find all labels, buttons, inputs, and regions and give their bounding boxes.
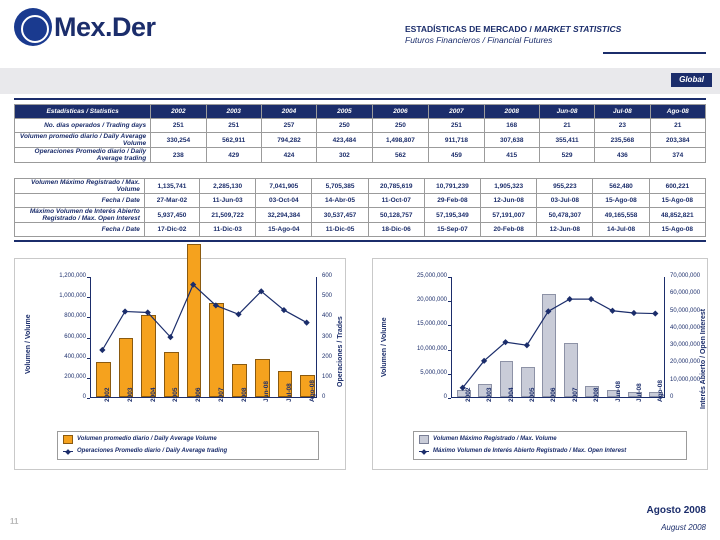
row-label: Máximo Volumen de Interés Abierto Registrado / Max. Open Interest bbox=[15, 208, 145, 223]
x-tick-label: 2003 bbox=[127, 387, 135, 402]
cell: 20,785,619 bbox=[368, 179, 424, 194]
chart-max-volume bbox=[372, 258, 708, 470]
cell: 424 bbox=[261, 148, 316, 163]
header-cell: Jul-08 bbox=[595, 105, 650, 119]
x-tick-label: Jul-08 bbox=[635, 383, 643, 402]
y2-tick-label: 500 bbox=[322, 293, 333, 300]
chart-left-y2label: Operaciones / Trades bbox=[337, 316, 344, 387]
legend-label: Máximo Volumen de Interés Abierto Registrado / Max. Open Interest bbox=[433, 448, 627, 454]
chart-right-ylabel: Volumen / Volume bbox=[381, 317, 388, 377]
stats-table-top-rule bbox=[14, 98, 706, 100]
cell: 23 bbox=[595, 119, 650, 133]
cell: 03-Oct-04 bbox=[256, 194, 312, 208]
table-row bbox=[15, 133, 706, 148]
header-band bbox=[0, 68, 720, 94]
cell: 529 bbox=[539, 148, 594, 163]
legend-label: Volumen Máximo Registrado / Max. Volume bbox=[433, 436, 557, 442]
cell: 03-Jul-08 bbox=[537, 194, 593, 208]
y2-tick-label: 10,000,000 bbox=[670, 376, 701, 383]
cell: 50,128,757 bbox=[368, 208, 424, 223]
y-tick-mark bbox=[448, 325, 451, 326]
cell: 2,285,130 bbox=[200, 179, 256, 194]
cell: 12-Jun-08 bbox=[481, 194, 537, 208]
y-tick-label: 400,000 bbox=[64, 353, 86, 360]
cell: 15-Sep-07 bbox=[424, 223, 480, 237]
cell: 459 bbox=[429, 148, 484, 163]
legend-swatch-line bbox=[419, 451, 429, 452]
cell: 600,221 bbox=[649, 179, 705, 194]
title-english: MARKET STATISTICS bbox=[534, 24, 622, 34]
global-tab[interactable]: Global bbox=[671, 73, 712, 87]
y2-tick-label: 40,000,000 bbox=[670, 324, 701, 331]
table-header-row bbox=[15, 105, 706, 119]
header-cell: Estadísticas / Statistics bbox=[15, 105, 151, 119]
y2-tick-label: 70,000,000 bbox=[670, 273, 701, 279]
row-label: Operaciones Promedio diario / Daily Average trading bbox=[15, 148, 151, 163]
cell: 5,937,450 bbox=[144, 208, 199, 223]
cell: 302 bbox=[317, 148, 372, 163]
x-tick-label: 2006 bbox=[550, 387, 558, 402]
cell: 235,568 bbox=[595, 133, 650, 148]
cell: 374 bbox=[650, 148, 705, 163]
cell: 436 bbox=[595, 148, 650, 163]
row-label: Volumen Máximo Registrado / Max. Volume bbox=[15, 179, 145, 194]
cell: 238 bbox=[151, 148, 206, 163]
page-subtitle: Futuros Financieros / Financial Futures bbox=[405, 35, 553, 45]
mexder-logo bbox=[14, 6, 214, 50]
y-tick-label: 5,000,000 bbox=[420, 369, 447, 376]
cell: 251 bbox=[151, 119, 206, 133]
x-tick-label: 2007 bbox=[217, 387, 225, 402]
x-tick-label: Jun-08 bbox=[263, 381, 271, 402]
cell: 11-Oct-07 bbox=[368, 194, 424, 208]
cell: 423,484 bbox=[317, 133, 372, 148]
page-title bbox=[405, 24, 705, 46]
table-row bbox=[15, 223, 706, 237]
cell: 355,411 bbox=[539, 133, 594, 148]
x-tick-label: 2005 bbox=[172, 387, 180, 402]
y-tick-label: 600,000 bbox=[64, 333, 86, 340]
cell: 5,705,385 bbox=[312, 179, 368, 194]
cell: 50,478,307 bbox=[537, 208, 593, 223]
cell: 955,223 bbox=[537, 179, 593, 194]
y2-tick-label: 600 bbox=[322, 273, 333, 279]
y-tick-label: 10,000,000 bbox=[416, 345, 447, 352]
cell: 15-Ago-08 bbox=[649, 223, 705, 237]
y-tick-label: 0 bbox=[443, 394, 447, 400]
header-cell: 2007 bbox=[429, 105, 484, 119]
x-tick-label: 2005 bbox=[528, 387, 536, 402]
y-tick-mark bbox=[87, 277, 90, 278]
cell: 911,718 bbox=[429, 133, 484, 148]
cell: 1,905,323 bbox=[481, 179, 537, 194]
legend-swatch-bar bbox=[63, 435, 73, 444]
cell: 32,294,384 bbox=[256, 208, 312, 223]
table-row bbox=[15, 179, 706, 194]
legend-item bbox=[419, 435, 681, 444]
cell: 15-Ago-08 bbox=[649, 194, 705, 208]
y-tick-mark bbox=[87, 338, 90, 339]
chart-left-ylabel: Volumen / Volume bbox=[25, 314, 32, 374]
x-tick-label: 2008 bbox=[240, 387, 248, 402]
x-tick-label: 2003 bbox=[486, 387, 494, 402]
cell: 11-Dic-05 bbox=[312, 223, 368, 237]
cell: 251 bbox=[206, 119, 261, 133]
table-row bbox=[15, 119, 706, 133]
cell: 15-Ago-08 bbox=[593, 194, 649, 208]
y2-tick-label: 50,000,000 bbox=[670, 307, 701, 314]
y-tick-mark bbox=[448, 374, 451, 375]
cell: 1,135,741 bbox=[144, 179, 199, 194]
cell: 1,498,807 bbox=[372, 133, 429, 148]
x-tick-label: 2002 bbox=[104, 387, 112, 402]
cell: 257 bbox=[261, 119, 316, 133]
chart-line-series bbox=[91, 277, 318, 398]
legend-swatch-line bbox=[63, 451, 73, 452]
table-row bbox=[15, 208, 706, 223]
y-tick-label: 200,000 bbox=[64, 373, 86, 380]
title-spanish: ESTADÍSTICAS DE MERCADO / bbox=[405, 24, 535, 34]
y-tick-mark bbox=[448, 277, 451, 278]
chart-right-legend bbox=[413, 431, 687, 460]
row-label: Fecha / Date bbox=[15, 223, 145, 237]
y-tick-mark bbox=[448, 350, 451, 351]
header-cell: Jun-08 bbox=[539, 105, 594, 119]
legend-item bbox=[63, 447, 313, 456]
cell: 250 bbox=[372, 119, 429, 133]
y2-tick-label: 100 bbox=[322, 373, 333, 380]
legend-item bbox=[63, 435, 313, 444]
header-cell: 2006 bbox=[372, 105, 429, 119]
y2-tick-label: 0 bbox=[670, 394, 674, 400]
logo-text-der: Der bbox=[112, 12, 156, 42]
y2-tick-label: 400 bbox=[322, 313, 333, 320]
y-tick-label: 1,200,000 bbox=[59, 273, 86, 279]
cell: 251 bbox=[429, 119, 484, 133]
cell: 794,282 bbox=[261, 133, 316, 148]
cell: 21,509,722 bbox=[200, 208, 256, 223]
cell: 12-Jun-08 bbox=[537, 223, 593, 237]
cell: 57,191,007 bbox=[481, 208, 537, 223]
cell: 330,254 bbox=[151, 133, 206, 148]
cell: 57,195,349 bbox=[424, 208, 480, 223]
cell: 48,852,821 bbox=[649, 208, 705, 223]
y2-tick-label: 60,000,000 bbox=[670, 290, 701, 297]
header-cell: Ago-08 bbox=[650, 105, 705, 119]
y-tick-label: 1,000,000 bbox=[59, 293, 86, 300]
cell: 14-Jul-08 bbox=[593, 223, 649, 237]
y-tick-mark bbox=[448, 301, 451, 302]
cell: 10,791,239 bbox=[424, 179, 480, 194]
cell: 11-Dic-03 bbox=[200, 223, 256, 237]
y-tick-mark bbox=[87, 297, 90, 298]
cell: 21 bbox=[539, 119, 594, 133]
chart-right-y2label: Interés Abierto / Open Interest bbox=[700, 308, 707, 409]
header-cell: 2008 bbox=[484, 105, 539, 119]
y2-tick-label: 200 bbox=[322, 353, 333, 360]
cell: 562,911 bbox=[206, 133, 261, 148]
x-tick-label: 2008 bbox=[593, 387, 601, 402]
row-label: Volumen promedio diario / Daily Average Volume bbox=[15, 133, 151, 148]
page-number: 11 bbox=[10, 517, 19, 526]
cell: 168 bbox=[484, 119, 539, 133]
y-tick-mark bbox=[448, 398, 451, 399]
chart-left-legend bbox=[57, 431, 319, 460]
title-underline bbox=[603, 52, 706, 54]
cell: 18-Dic-06 bbox=[368, 223, 424, 237]
header-cell: 2004 bbox=[261, 105, 316, 119]
y2-tick-label: 300 bbox=[322, 333, 333, 340]
header-cell: 2005 bbox=[317, 105, 372, 119]
row-label: No. días operados / Trading days bbox=[15, 119, 151, 133]
cell: 14-Abr-05 bbox=[312, 194, 368, 208]
cell: 15-Ago-04 bbox=[256, 223, 312, 237]
x-tick-label: Jun-08 bbox=[614, 381, 622, 402]
legend-swatch-bar bbox=[419, 435, 429, 444]
cell: 29-Feb-08 bbox=[424, 194, 480, 208]
cell: 307,638 bbox=[484, 133, 539, 148]
cell: 17-Dic-02 bbox=[144, 223, 199, 237]
y-tick-label: 800,000 bbox=[64, 313, 86, 320]
cell: 429 bbox=[206, 148, 261, 163]
cell: 21 bbox=[650, 119, 705, 133]
y-tick-mark bbox=[87, 398, 90, 399]
legend-item bbox=[419, 447, 681, 456]
x-tick-label: Ago-08 bbox=[657, 379, 665, 402]
cell: 7,041,905 bbox=[256, 179, 312, 194]
x-tick-label: 2004 bbox=[507, 387, 515, 402]
row-label: Fecha / Date bbox=[15, 194, 145, 208]
table-row bbox=[15, 194, 706, 208]
y2-tick-label: 0 bbox=[322, 394, 326, 400]
y2-tick-label: 20,000,000 bbox=[670, 359, 701, 366]
cell: 562 bbox=[372, 148, 429, 163]
y-tick-label: 20,000,000 bbox=[416, 297, 447, 304]
footer-date-en: August 2008 bbox=[661, 523, 706, 532]
chart-daily-average bbox=[14, 258, 346, 470]
chart-line-series bbox=[452, 277, 666, 398]
y-tick-mark bbox=[87, 358, 90, 359]
y2-tick-label: 30,000,000 bbox=[670, 342, 701, 349]
logo-circle-icon bbox=[14, 8, 52, 46]
logo-text-mex: Mex bbox=[54, 12, 106, 42]
cell: 415 bbox=[484, 148, 539, 163]
cell: 30,537,457 bbox=[312, 208, 368, 223]
x-tick-label: 2004 bbox=[149, 387, 157, 402]
table-row bbox=[15, 148, 706, 163]
legend-label: Volumen promedio diario / Daily Average Volume bbox=[77, 436, 217, 442]
y-tick-label: 15,000,000 bbox=[416, 321, 447, 328]
cell: 250 bbox=[317, 119, 372, 133]
legend-label: Operaciones Promedio diario / Daily Average trading bbox=[77, 448, 228, 454]
cell: 27-Mar-02 bbox=[144, 194, 199, 208]
cell: 20-Feb-08 bbox=[481, 223, 537, 237]
cell: 562,480 bbox=[593, 179, 649, 194]
cell: 49,165,558 bbox=[593, 208, 649, 223]
statistics-table bbox=[14, 104, 706, 163]
cell: 203,384 bbox=[650, 133, 705, 148]
x-tick-label: 2007 bbox=[571, 387, 579, 402]
y-tick-label: 25,000,000 bbox=[416, 273, 447, 279]
header-cell: 2003 bbox=[206, 105, 261, 119]
y-tick-label: 0 bbox=[82, 394, 86, 400]
footer-date-es: Agosto 2008 bbox=[646, 505, 706, 516]
tables-bottom-rule bbox=[14, 240, 706, 242]
cell: 11-Jun-03 bbox=[200, 194, 256, 208]
x-tick-label: Ago-08 bbox=[308, 379, 316, 402]
header-cell: 2002 bbox=[151, 105, 206, 119]
y-tick-mark bbox=[87, 317, 90, 318]
logo-wordmark: Mex.Der bbox=[54, 12, 156, 42]
x-tick-label: 2006 bbox=[195, 387, 203, 402]
x-tick-label: Jul-08 bbox=[285, 383, 293, 402]
maximums-table bbox=[14, 178, 706, 237]
x-tick-label: 2002 bbox=[464, 387, 472, 402]
y-tick-mark bbox=[87, 378, 90, 379]
